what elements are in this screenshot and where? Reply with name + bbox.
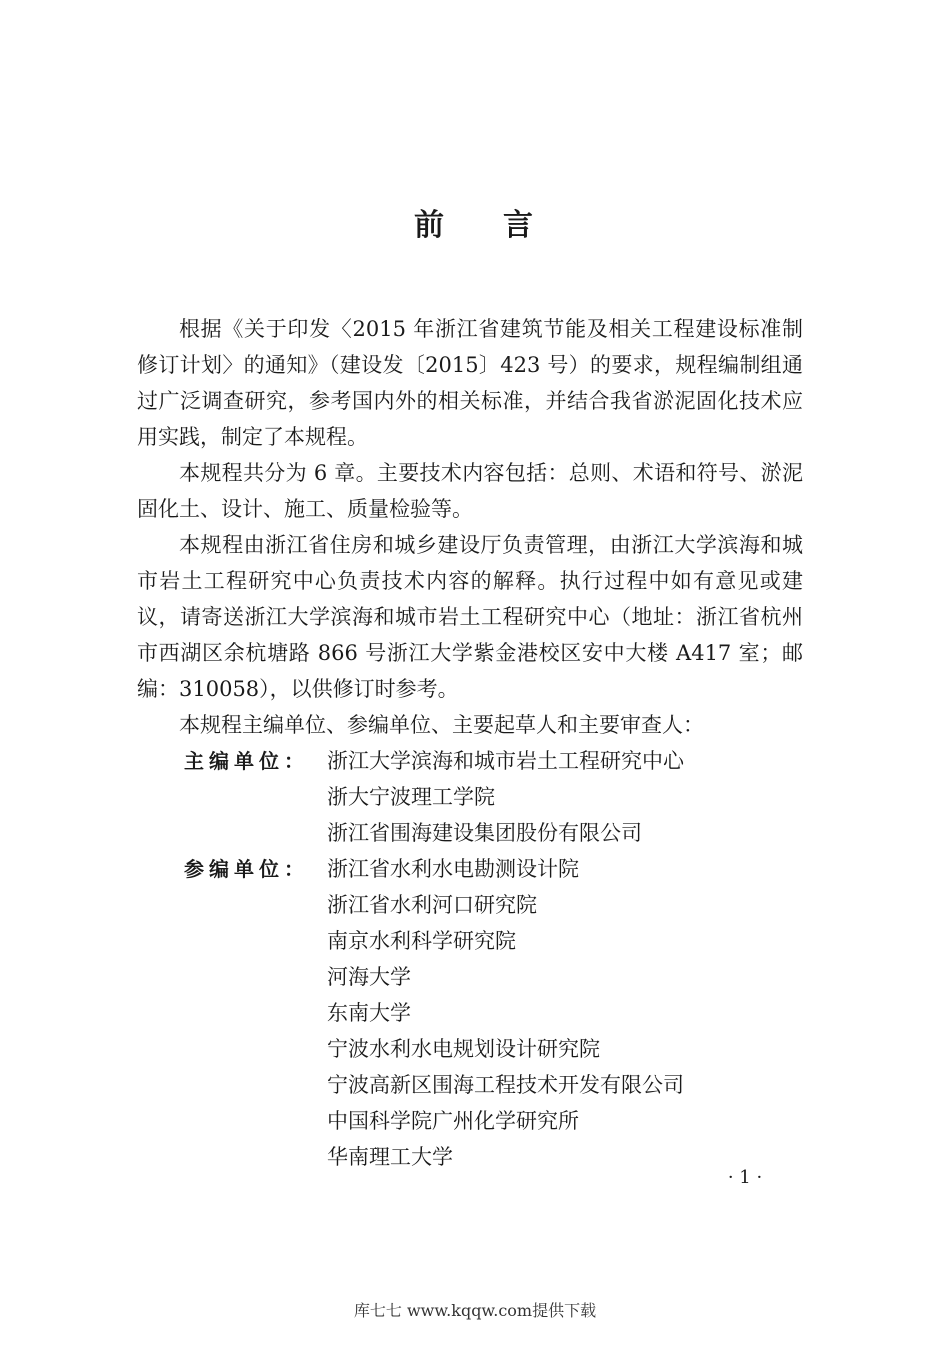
- list-item: 浙江省水利水电勘测设计院: [327, 857, 579, 881]
- chief-units-group: [137, 743, 803, 851]
- list-item: 河海大学: [327, 965, 411, 989]
- preface-body: [137, 311, 803, 1175]
- page-number: · 1 ·: [727, 1167, 763, 1188]
- title-char-2: 言: [503, 208, 536, 243]
- list-item: 中国科学院广州化学研究所: [327, 1109, 579, 1133]
- list-item: 东南大学: [327, 1001, 411, 1025]
- paragraph-chapters: 本规程共分为 6 章。主要技术内容包括：总则、术语和符号、淤泥固化土、设计、施工、质量检验等。: [137, 461, 803, 521]
- list-item: 宁波水利水电规划设计研究院: [327, 1037, 600, 1061]
- participating-units-label: 参编单位：: [184, 857, 309, 881]
- paragraph-units-intro: 本规程主编单位、参编单位、主要起草人和主要审查人：: [179, 713, 704, 737]
- list-item: 浙江大学滨海和城市岩土工程研究中心: [327, 749, 684, 773]
- paragraph-management: 本规程由浙江省住房和城乡建设厅负责管理，由浙江大学滨海和城市岩土工程研究中心负责技术内容的解释。执行过程中如有意见或建议，请寄送浙江大学滨海和城市岩土工程研究中心（地址：浙江省杭州市西湖区余杭塘路 866 号浙江大学紫金港校区安中大楼 A417 室；邮编：310058），以供修订时参考。: [137, 533, 803, 701]
- list-item: 浙江省围海建设集团股份有限公司: [327, 821, 642, 845]
- chief-units-label: 主编单位：: [184, 749, 309, 773]
- list-item: 华南理工大学: [327, 1145, 453, 1169]
- title-char-1: 前: [414, 208, 447, 243]
- chief-units-list: [327, 743, 803, 851]
- page-title: [0, 200, 950, 244]
- participating-units-group: [137, 851, 803, 1175]
- list-item: 宁波高新区围海工程技术开发有限公司: [327, 1073, 684, 1097]
- participating-units-list: [327, 851, 803, 1175]
- paragraph-basis: 根据《关于印发〈2015 年浙江省建筑节能及相关工程建设标准制修订计划〉的通知》（建设发〔2015〕423 号）的要求，规程编制组通过广泛调查研究，参考国内外的相关标准，并结合我省淤泥固化技术应用实践，制定了本规程。: [137, 317, 803, 449]
- download-footer: 库七七 www.kqqw.com提供下载: [353, 1301, 597, 1320]
- list-item: 南京水利科学研究院: [327, 929, 516, 953]
- list-item: 浙大宁波理工学院: [327, 785, 495, 809]
- units-section: [137, 743, 803, 1175]
- list-item: 浙江省水利河口研究院: [327, 893, 537, 917]
